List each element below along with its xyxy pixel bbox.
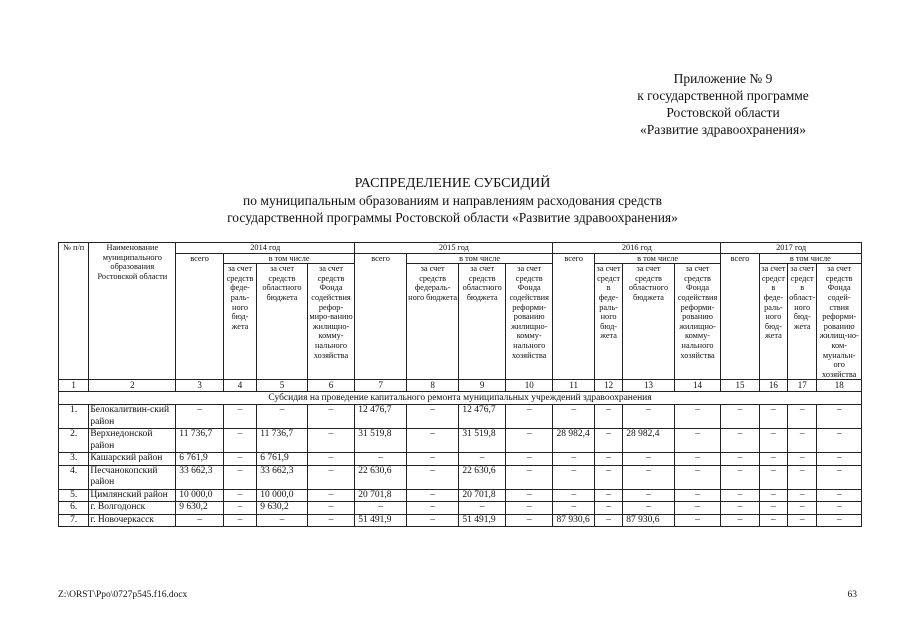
value-cell: –: [505, 453, 553, 466]
value-cell: –: [553, 453, 594, 466]
sub-header: за счет средств Фонда содействия реформи-рованию жилищно-комму-нального хозяйства: [674, 264, 721, 380]
value-cell: 6 761,9: [176, 453, 224, 466]
sub-header: за счет средств областного бюджета: [623, 264, 675, 380]
subsidy-table: [58, 242, 862, 527]
table-row: [59, 465, 862, 489]
value-cell: –: [759, 429, 787, 453]
value-cell: –: [505, 514, 553, 527]
title-line: по муниципальным образованиям и направлениям расходования средств: [243, 193, 662, 208]
row-number: 5.: [59, 489, 89, 502]
row-number: 7.: [59, 514, 89, 527]
value-cell: 28 982,4: [623, 429, 675, 453]
value-cell: –: [307, 514, 355, 527]
value-cell: 20 701,8: [355, 489, 407, 502]
value-cell: –: [721, 489, 759, 502]
value-cell: –: [223, 514, 256, 527]
value-cell: –: [788, 429, 817, 453]
value-cell: –: [788, 405, 817, 429]
value-cell: –: [788, 514, 817, 527]
column-number: 7: [355, 380, 407, 392]
table-row: [59, 405, 862, 429]
table-row: [59, 514, 862, 527]
value-cell: –: [759, 489, 787, 502]
value-cell: 12 476,7: [355, 405, 407, 429]
value-cell: –: [759, 453, 787, 466]
value-cell: –: [223, 465, 256, 489]
value-cell: –: [817, 489, 862, 502]
value-cell: –: [674, 502, 721, 515]
value-cell: 31 519,8: [459, 429, 506, 453]
column-number: 16: [759, 380, 787, 392]
table-row: [59, 429, 862, 453]
value-cell: –: [176, 405, 224, 429]
value-cell: –: [459, 502, 506, 515]
value-cell: –: [355, 453, 407, 466]
year-header: 2015 год: [355, 243, 553, 254]
value-cell: –: [406, 405, 459, 429]
municipality-name: Кашарский район: [89, 453, 176, 466]
column-number: 3: [176, 380, 224, 392]
value-cell: 33 662,3: [176, 465, 224, 489]
value-cell: –: [817, 514, 862, 527]
appendix-line: «Развитие здравоохранения»: [640, 122, 806, 137]
value-cell: –: [257, 514, 308, 527]
column-number: 9: [459, 380, 506, 392]
value-cell: –: [307, 453, 355, 466]
value-cell: –: [459, 453, 506, 466]
value-cell: –: [674, 514, 721, 527]
value-cell: 10 000,0: [257, 489, 308, 502]
column-number: 17: [788, 380, 817, 392]
municipality-name: Белокалитвин-ский район: [89, 405, 176, 429]
value-cell: –: [223, 405, 256, 429]
value-cell: –: [505, 429, 553, 453]
value-cell: –: [594, 405, 622, 429]
column-number: 13: [623, 380, 675, 392]
value-cell: –: [406, 429, 459, 453]
value-cell: –: [257, 405, 308, 429]
value-cell: –: [817, 465, 862, 489]
value-cell: –: [623, 465, 675, 489]
column-number: 2: [89, 380, 176, 392]
value-cell: –: [721, 514, 759, 527]
value-cell: –: [674, 405, 721, 429]
value-cell: –: [817, 405, 862, 429]
column-number-row: [59, 380, 862, 392]
value-cell: 22 630,6: [459, 465, 506, 489]
column-number: 4: [223, 380, 256, 392]
value-cell: –: [759, 465, 787, 489]
including-header: в том числе: [594, 253, 720, 264]
appendix-line: Приложение № 9: [673, 71, 773, 86]
value-cell: –: [674, 489, 721, 502]
value-cell: –: [505, 489, 553, 502]
municipality-name: Песчанокопский район: [89, 465, 176, 489]
value-cell: –: [674, 453, 721, 466]
value-cell: 10 000,0: [176, 489, 224, 502]
value-cell: –: [721, 405, 759, 429]
value-cell: 11 736,7: [176, 429, 224, 453]
col-header-num: № п/п: [59, 243, 89, 380]
value-cell: –: [406, 465, 459, 489]
col-header-name: Наименование муниципального образования Ростовской области: [89, 243, 176, 380]
appendix-line: Ростовской области: [666, 105, 780, 120]
value-cell: 31 519,8: [355, 429, 407, 453]
value-cell: 33 662,3: [257, 465, 308, 489]
municipality-name: г. Новочеркасск: [89, 514, 176, 527]
value-cell: –: [759, 502, 787, 515]
column-number: 1: [59, 380, 89, 392]
value-cell: 9 630,2: [257, 502, 308, 515]
title-line: государственной программы Ростовской области «Развитие здравоохранения»: [227, 210, 678, 225]
table-body: [59, 405, 862, 527]
sub-header: за счет средств областного бюджета: [459, 264, 506, 380]
table-row: [59, 502, 862, 515]
value-cell: 87 930,6: [623, 514, 675, 527]
page-number: 63: [847, 590, 857, 600]
value-cell: 9 630,2: [176, 502, 224, 515]
value-cell: –: [553, 465, 594, 489]
document-title: [0, 175, 905, 226]
value-cell: –: [594, 502, 622, 515]
sub-header: за счет средств феде-раль-ного бюд-жета: [223, 264, 256, 380]
value-cell: –: [406, 502, 459, 515]
value-cell: 28 982,4: [553, 429, 594, 453]
column-number: 5: [257, 380, 308, 392]
value-cell: –: [355, 502, 407, 515]
appendix-line: к государственной программе: [637, 88, 809, 103]
value-cell: 20 701,8: [459, 489, 506, 502]
sub-header: за счет средств федераль-ного бюджета: [406, 264, 459, 380]
municipality-name: г. Волгодонск: [89, 502, 176, 515]
value-cell: –: [594, 429, 622, 453]
value-cell: –: [223, 429, 256, 453]
section-row: [59, 392, 862, 405]
value-cell: –: [788, 465, 817, 489]
row-number: 6.: [59, 502, 89, 515]
column-number: 11: [553, 380, 594, 392]
value-cell: –: [817, 453, 862, 466]
year-header: 2014 год: [176, 243, 355, 254]
value-cell: –: [674, 429, 721, 453]
total-header: всего: [721, 253, 759, 380]
sub-header: за счет средств Фонда содействия рефор-миро-ванию жилищно-комму-нального хозяйства: [307, 264, 355, 380]
value-cell: 51 491,9: [459, 514, 506, 527]
value-cell: –: [759, 405, 787, 429]
including-header: в том числе: [223, 253, 354, 264]
table-row: [59, 453, 862, 466]
sub-header: за счет средств Фонда содей-ствия реформи-рованию жилищ-но-ком-мунальн-ого хозяйства: [817, 264, 862, 380]
column-number: 14: [674, 380, 721, 392]
row-number: 4.: [59, 465, 89, 489]
section-title: Субсидия на проведение капитального ремонта муниципальных учреждений здравоохранения: [59, 392, 862, 405]
value-cell: 87 930,6: [553, 514, 594, 527]
year-header: 2017 год: [721, 243, 862, 254]
value-cell: –: [406, 489, 459, 502]
value-cell: –: [788, 453, 817, 466]
value-cell: –: [623, 502, 675, 515]
value-cell: 12 476,7: [459, 405, 506, 429]
row-number: 3.: [59, 453, 89, 466]
value-cell: –: [721, 453, 759, 466]
value-cell: –: [223, 489, 256, 502]
column-number: 8: [406, 380, 459, 392]
value-cell: –: [307, 502, 355, 515]
column-number: 10: [505, 380, 553, 392]
value-cell: –: [307, 405, 355, 429]
value-cell: 51 491,9: [355, 514, 407, 527]
sub-header: за счет средств областного бюджета: [257, 264, 308, 380]
value-cell: –: [553, 489, 594, 502]
value-cell: –: [623, 453, 675, 466]
value-cell: –: [817, 502, 862, 515]
value-cell: 22 630,6: [355, 465, 407, 489]
value-cell: –: [759, 514, 787, 527]
title-main: РАСПРЕДЕЛЕНИЕ СУБСИДИЙ: [354, 176, 551, 191]
value-cell: –: [788, 489, 817, 502]
value-cell: 6 761,9: [257, 453, 308, 466]
value-cell: –: [406, 514, 459, 527]
value-cell: –: [307, 429, 355, 453]
total-header: всего: [355, 253, 407, 380]
sub-header: за счет средств Фонда содействия реформи-рованию жилищно-комму-нального хозяйства: [505, 264, 553, 380]
table-row: [59, 489, 862, 502]
value-cell: –: [594, 465, 622, 489]
sub-header: за счет средств феде-раль-ного бюд-жета: [759, 264, 787, 380]
including-header: в том числе: [759, 253, 861, 264]
value-cell: –: [674, 465, 721, 489]
value-cell: –: [406, 453, 459, 466]
sub-header: за счет средств област-ного бюд-жета: [788, 264, 817, 380]
municipality-name: Верхнедонской район: [89, 429, 176, 453]
value-cell: –: [623, 405, 675, 429]
value-cell: –: [817, 429, 862, 453]
column-number: 12: [594, 380, 622, 392]
value-cell: –: [721, 465, 759, 489]
value-cell: –: [223, 453, 256, 466]
file-path: Z:\ORST\Ppo\0727p545.f16.docx: [58, 590, 188, 600]
year-header: 2016 год: [553, 243, 721, 254]
including-header: в том числе: [406, 253, 553, 264]
value-cell: –: [788, 502, 817, 515]
sub-header: за счет средств феде-раль-ного бюд-жета: [594, 264, 622, 380]
value-cell: –: [176, 514, 224, 527]
value-cell: –: [594, 489, 622, 502]
value-cell: –: [594, 453, 622, 466]
value-cell: –: [307, 489, 355, 502]
total-header: всего: [176, 253, 224, 380]
value-cell: –: [553, 405, 594, 429]
row-number: 1.: [59, 405, 89, 429]
value-cell: –: [721, 429, 759, 453]
value-cell: –: [623, 489, 675, 502]
value-cell: –: [721, 502, 759, 515]
value-cell: –: [505, 502, 553, 515]
value-cell: –: [505, 465, 553, 489]
appendix-block: [603, 70, 843, 138]
total-header: всего: [553, 253, 594, 380]
column-number: 15: [721, 380, 759, 392]
row-number: 2.: [59, 429, 89, 453]
value-cell: –: [223, 502, 256, 515]
value-cell: –: [594, 514, 622, 527]
municipality-name: Цимлянский район: [89, 489, 176, 502]
value-cell: –: [505, 405, 553, 429]
column-number: 18: [817, 380, 862, 392]
value-cell: 11 736,7: [257, 429, 308, 453]
value-cell: –: [307, 465, 355, 489]
column-number: 6: [307, 380, 355, 392]
value-cell: –: [553, 502, 594, 515]
